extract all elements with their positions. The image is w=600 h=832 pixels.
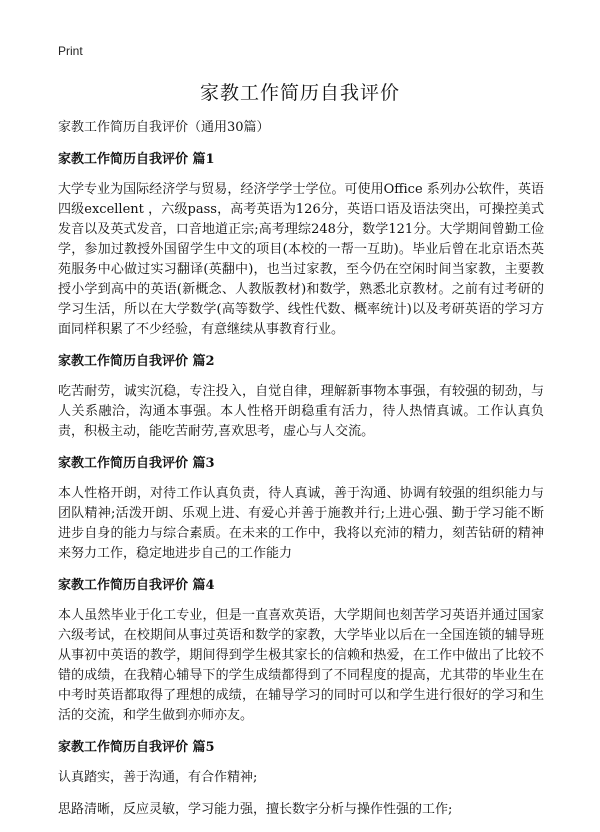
- section: [58, 454, 544, 564]
- section-heading: 家教工作简历自我评价 篇1: [58, 152, 215, 167]
- section-heading: 家教工作简历自我评价 篇5: [58, 740, 215, 755]
- section-paragraph: 思路清晰，反应灵敏，学习能力强，擅长数字分析与操作性强的工作;: [58, 802, 453, 817]
- section-paragraph: 大学专业为国际经济学与贸易，经济学学士学位。可使用Office 系列办公软件，英语四级excellent ，六级pass，高考英语为126分，英语口语及语法突出，可操控美式发音以及英式发音，口音地道正宗;高考理综248分，数学121分。大学期间曾勤工俭学，参加过教授外国留学生中文的项目(本校的一帮一互助)。毕业后曾在北京语杰英苑服务中心做过实习翻译(英翻中)，也当过家教，至今仍在空闲时间当家教，主要教授小学到高中的英语(新概念、人教版教材)和数学，熟悉北京教材。之前有过考研的学习生活，所以在大学数学(高等数学、线性代数、概率统计)以及考研英语的学习方面同样积累了不少经验，有意继续从事教育行业。: [58, 182, 544, 337]
- section: [58, 738, 544, 820]
- document-subtitle: 家教工作简历自我评价（通用30篇）: [58, 120, 270, 135]
- section: [58, 576, 544, 726]
- section-paragraph: 本人虽然毕业于化工专业，但是一直喜欢英语，大学期间也刻苦学习英语并通过国家六级考试，在校期间从事过英语和数学的家教，大学毕业以后在一全国连锁的辅导班从事初中英语的教学，期间得到学生极其家长的信赖和热爱，在工作中做出了比较不错的成绩，在我精心辅导下的学生成绩都得到了不同程度的提高，尤其带的毕业生在中考时英语都取得了理想的成绩，在辅导学习的同时可以和学生进行很好的学习和生活的交流，和学生做到亦师亦友。: [58, 608, 544, 723]
- page-title: 家教工作简历自我评价: [199, 82, 400, 104]
- section-paragraph: 认真踏实，善于沟通，有合作精神;: [58, 770, 258, 785]
- document-body: [58, 118, 544, 832]
- section: [58, 352, 544, 442]
- section-heading: 家教工作简历自我评价 篇4: [58, 578, 215, 593]
- section-heading: 家教工作简历自我评价 篇2: [58, 354, 215, 369]
- print-link[interactable]: Print: [58, 44, 83, 58]
- section-paragraph: 吃苦耐劳，诚实沉稳，专注投入，自觉自律，理解新事物本事强，有较强的韧劲，与人关系融洽，沟通本事强。本人性格开朗稳重有活力，待人热情真诚。工作认真负责，积极主动，能吃苦耐劳,喜欢思考，虚心与人交流。: [58, 384, 544, 439]
- section: [58, 150, 544, 340]
- section-heading: 家教工作简历自我评价 篇3: [58, 456, 215, 471]
- section-paragraph: 本人性格开朗，对待工作认真负责，待人真诚，善于沟通、协调有较强的组织能力与团队精神;活泼开朗、乐观上进、有爱心并善于施教并行;上进心强、勤于学习能不断进步自身的能力与综合素质。在未来的工作中，我将以充沛的精力，刻苦钻研的精神来努力工作，稳定地进步自己的工作能力: [58, 486, 544, 561]
